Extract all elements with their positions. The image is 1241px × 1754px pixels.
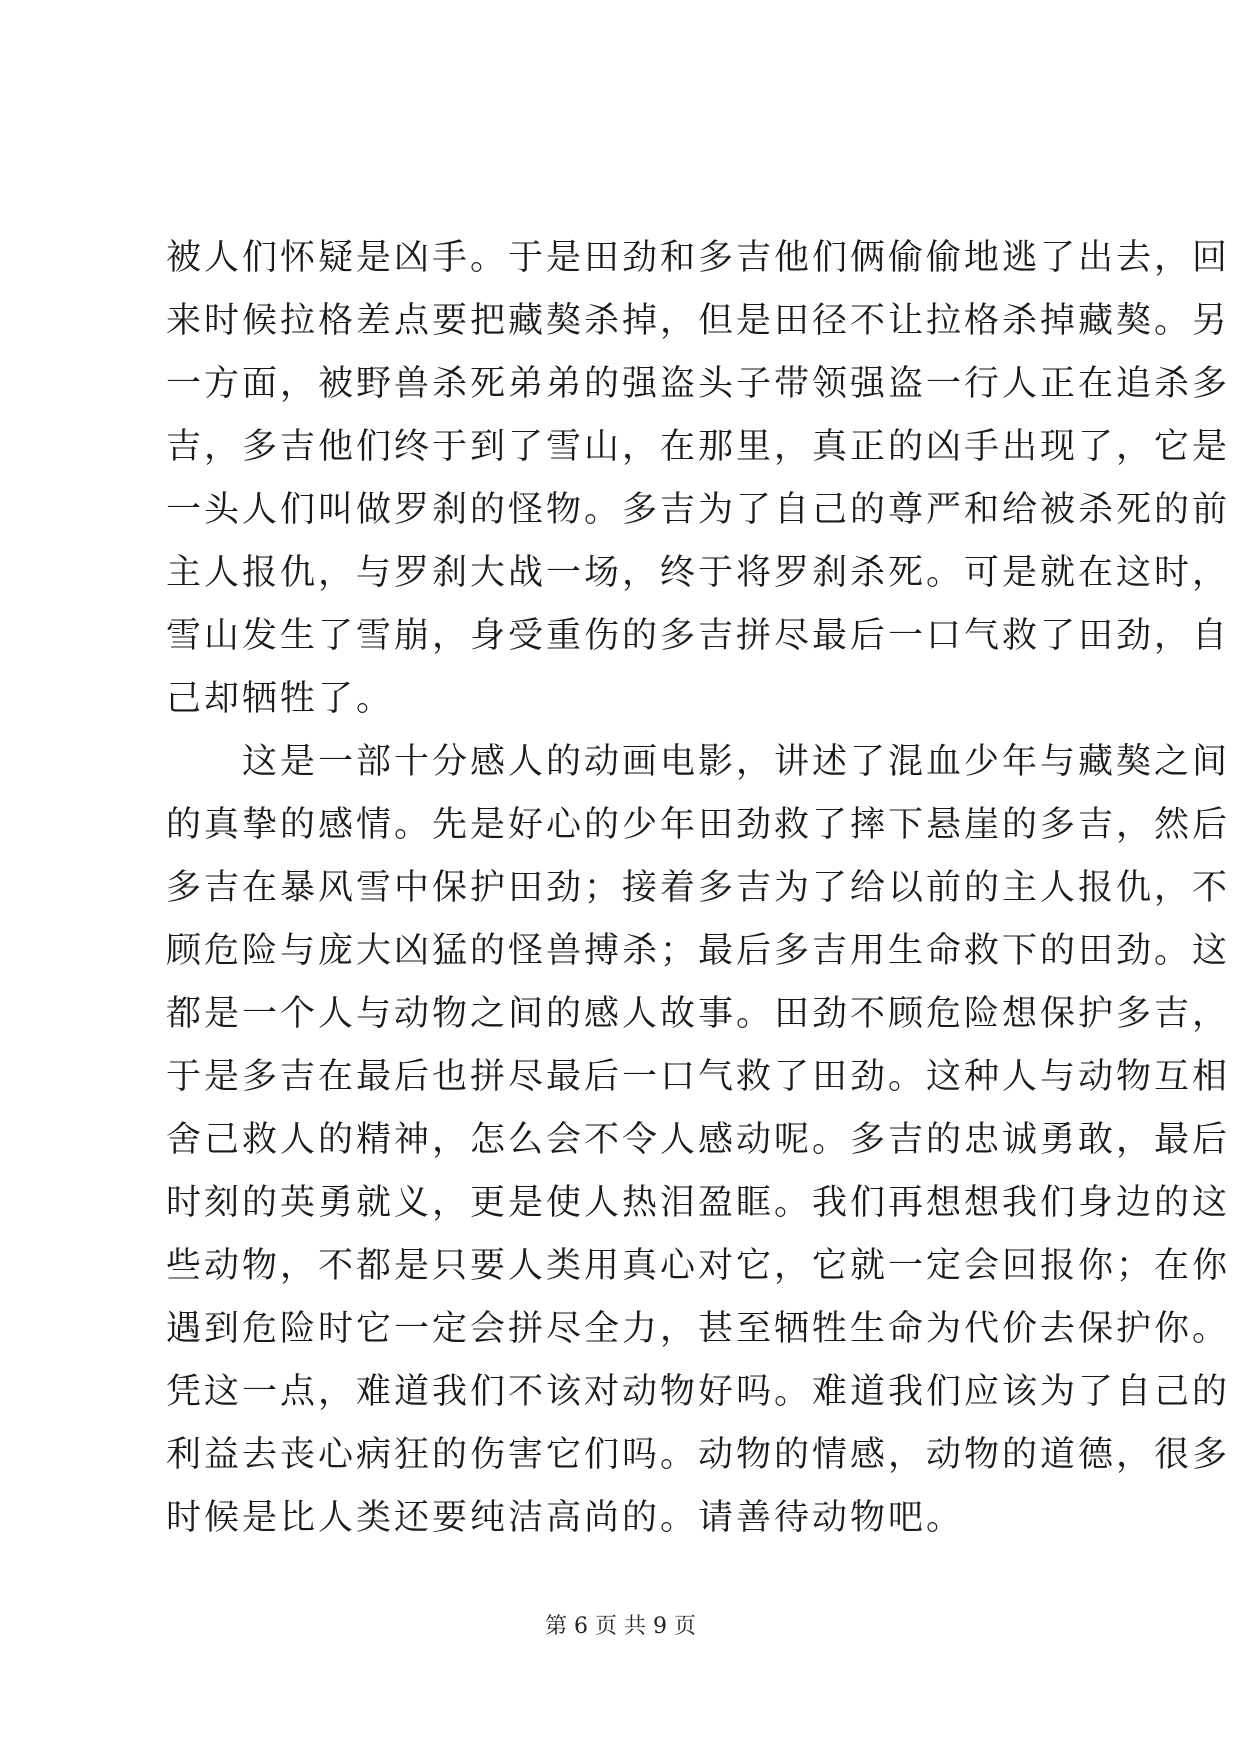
text-line: 一头人们叫做罗刹的怪物。多吉为了自己的尊严和给被杀死的前	[166, 490, 1231, 530]
text-line: 都是一个人与动物之间的感人故事。田劲不顾危险想保护多吉，	[166, 994, 1231, 1034]
text-line: 舍己救人的精神，怎么会不令人感动呢。多吉的忠诚勇敢，最后	[166, 1120, 1231, 1160]
text-line: 利益去丧心病狂的伤害它们吗。动物的情感，动物的道德，很多	[166, 1435, 1231, 1475]
body-text	[166, 227, 1231, 1550]
page-number-footer: 第 6 页 共 9 页	[545, 1614, 696, 1639]
text-line: 时刻的英勇就义，更是使人热泪盈眶。我们再想想我们身边的这	[166, 1183, 1231, 1223]
text-line: 遇到危险时它一定会拼尽全力，甚至牺牲生命为代价去保护你。	[166, 1309, 1231, 1349]
text-line: 的真挚的感情。先是好心的少年田劲救了摔下悬崖的多吉，然后	[166, 805, 1231, 845]
text-line: 主人报仇，与罗刹大战一场，终于将罗刹杀死。可是就在这时，	[166, 553, 1231, 593]
text-line: 己却牺牲了。	[166, 679, 395, 719]
text-line: 一方面，被野兽杀死弟弟的强盗头子带领强盗一行人正在追杀多	[166, 364, 1231, 404]
text-line: 来时候拉格差点要把藏獒杀掉，但是田径不让拉格杀掉藏獒。另	[166, 301, 1231, 341]
text-line: 这是一部十分感人的动画电影，讲述了混血少年与藏獒之间	[166, 742, 1231, 782]
text-line: 些动物，不都是只要人类用真心对它，它就一定会回报你；在你	[166, 1246, 1231, 1286]
text-line: 吉，多吉他们终于到了雪山，在那里，真正的凶手出现了，它是	[166, 427, 1231, 467]
text-line: 时候是比人类还要纯洁高尚的。请善待动物吧。	[166, 1498, 965, 1538]
text-line: 凭这一点，难道我们不该对动物好吗。难道我们应该为了自己的	[166, 1372, 1231, 1412]
text-line: 被人们怀疑是凶手。于是田劲和多吉他们俩偷偷地逃了出去，回	[166, 238, 1231, 278]
text-line: 顾危险与庞大凶猛的怪兽搏杀；最后多吉用生命救下的田劲。这	[166, 931, 1231, 971]
text-line: 多吉在暴风雪中保护田劲；接着多吉为了给以前的主人报仇，不	[166, 868, 1231, 908]
text-line: 雪山发生了雪崩，身受重伤的多吉拼尽最后一口气救了田劲，自	[166, 616, 1231, 656]
text-line: 于是多吉在最后也拼尽最后一口气救了田劲。这种人与动物互相	[166, 1057, 1231, 1097]
